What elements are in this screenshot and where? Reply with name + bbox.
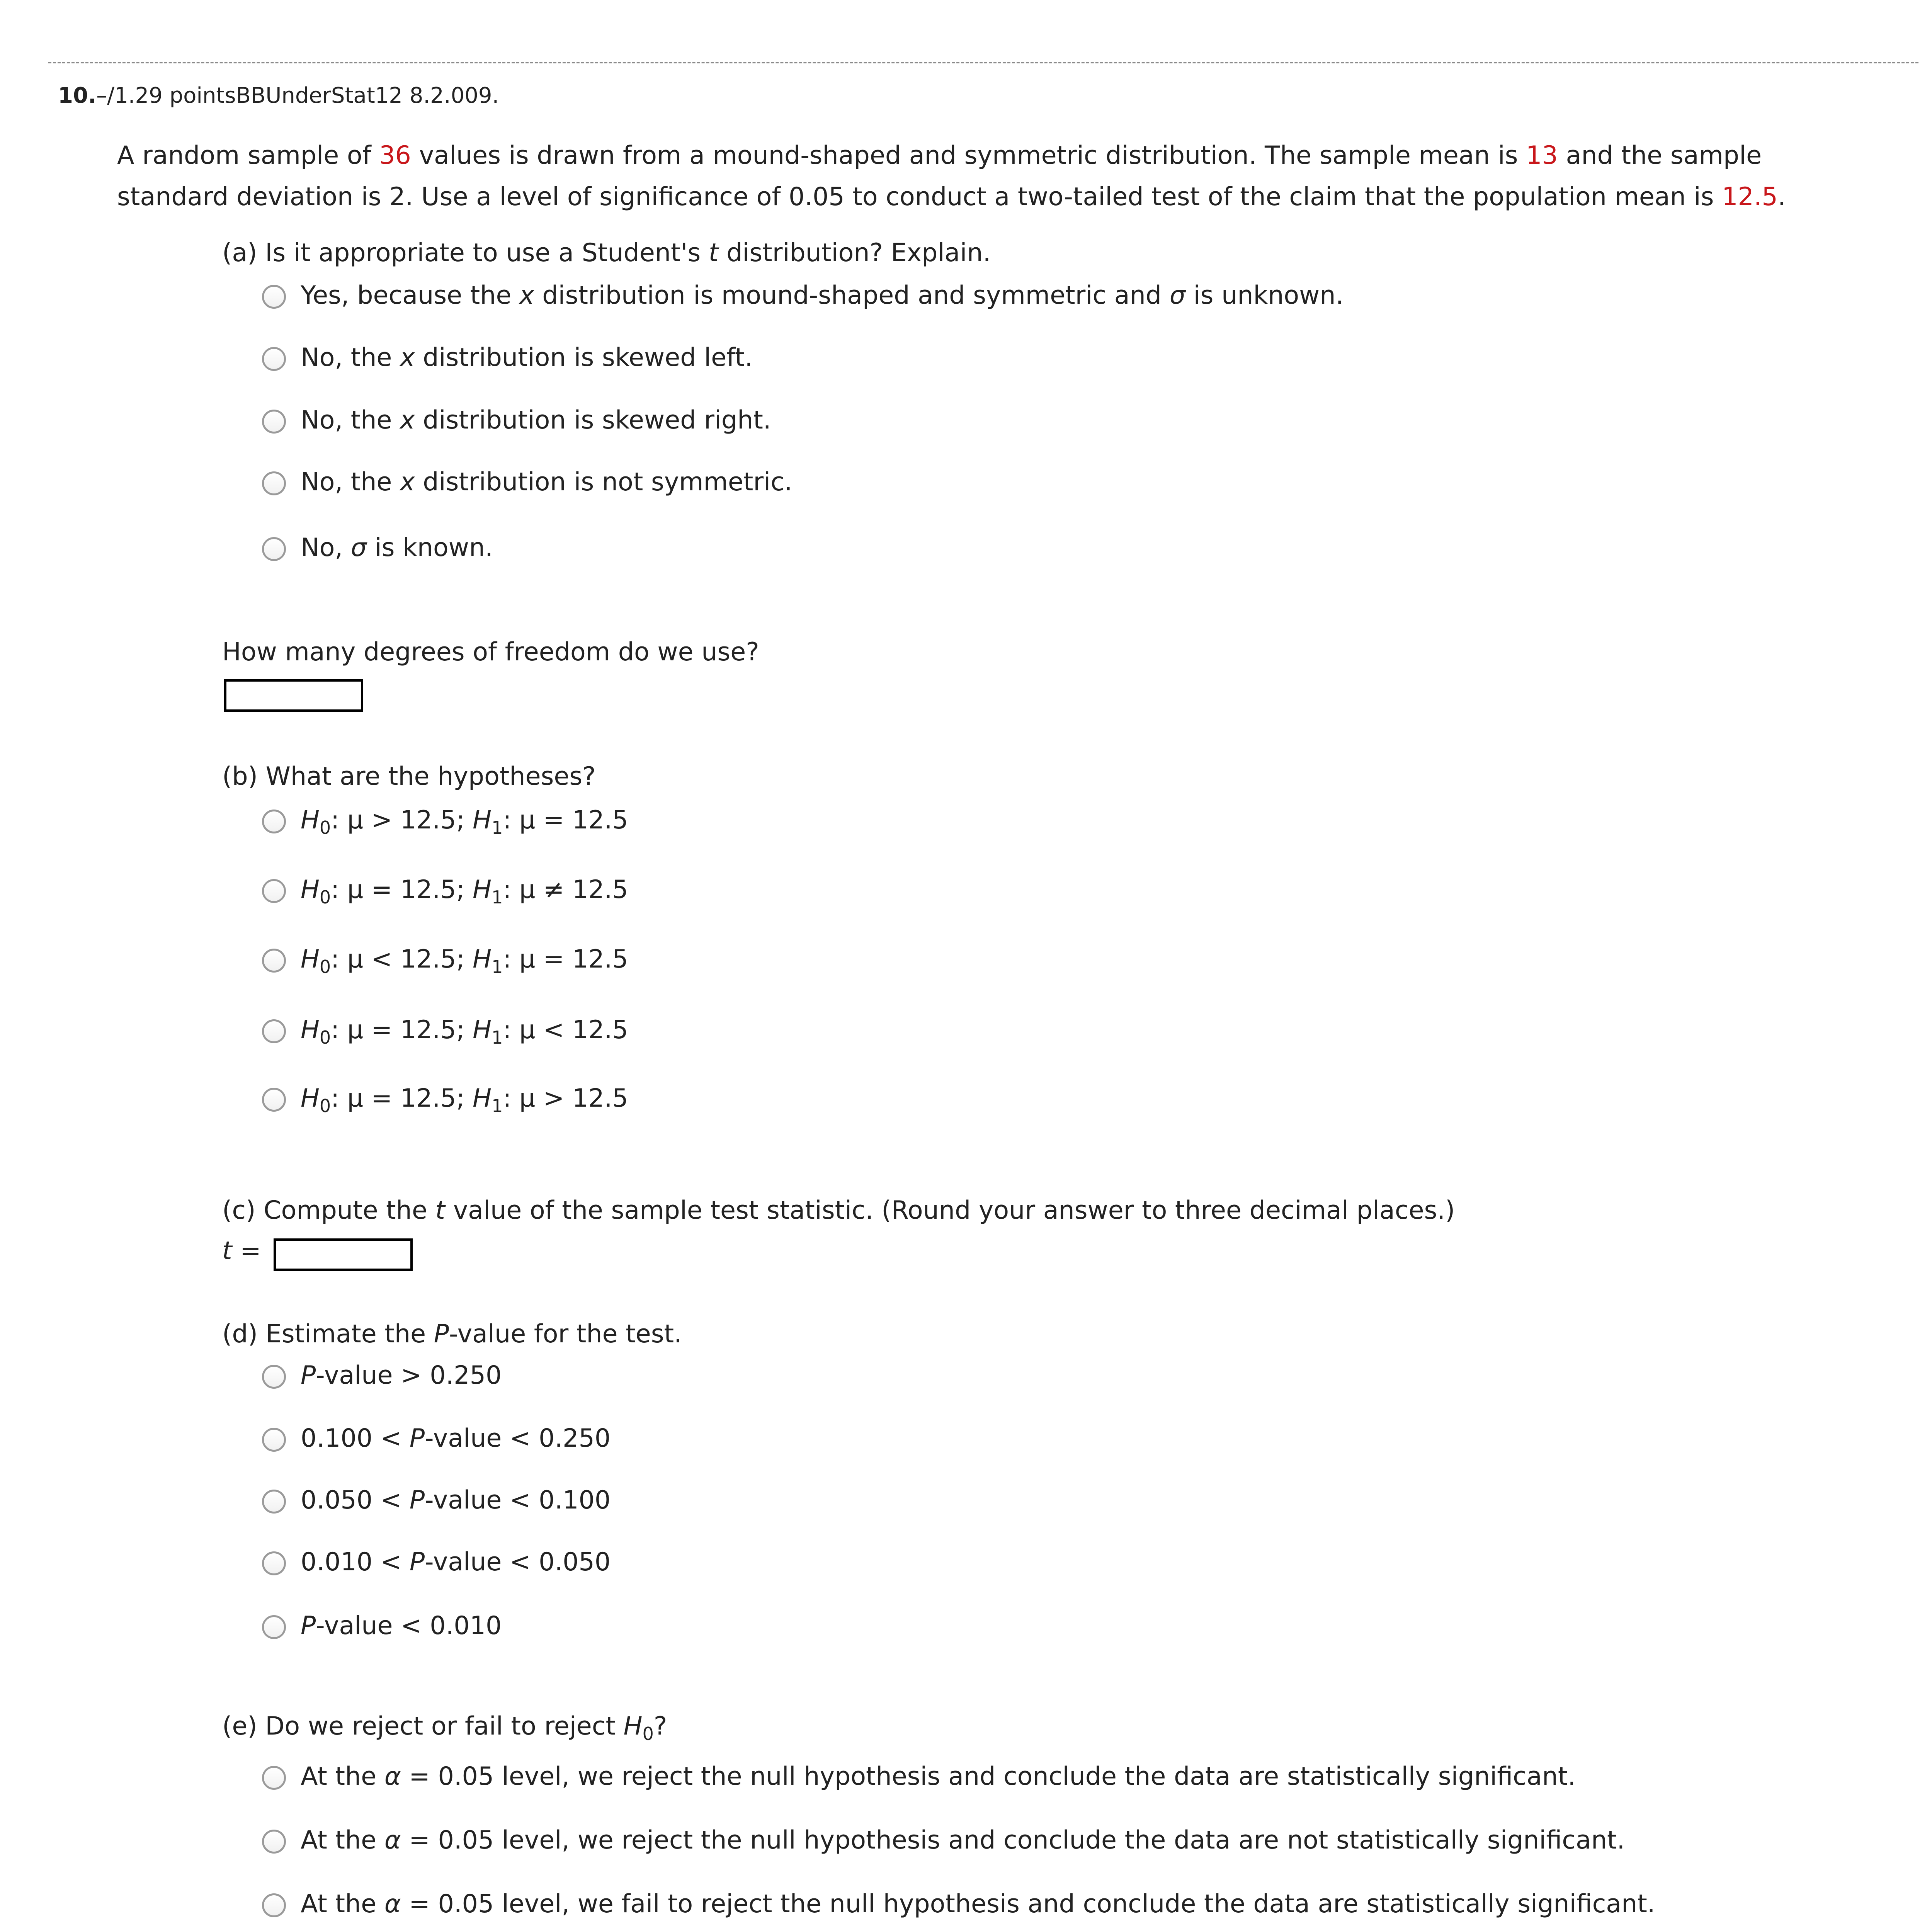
option-text: At the — [301, 1826, 384, 1855]
option-text: No, — [301, 533, 351, 562]
radio-button[interactable] — [262, 1490, 286, 1514]
option-label — [301, 1889, 1655, 1918]
dof-question: How many degrees of freedom do we use? — [222, 638, 759, 667]
h-symbol: H — [473, 1015, 492, 1044]
claimed-mean-value: 12.5 — [1722, 182, 1778, 211]
top-dashed-divider — [48, 62, 1918, 63]
hypothesis-text: : μ < 12.5; — [331, 945, 473, 974]
radio-button[interactable] — [262, 1830, 286, 1854]
h-symbol: H — [301, 945, 320, 974]
p-symbol: P — [301, 1611, 316, 1640]
option-text: -value > 0.250 — [316, 1361, 502, 1390]
radio-button[interactable] — [262, 1893, 286, 1917]
hypothesis-text: : μ = 12.5; — [331, 1015, 473, 1044]
question-text: (a) Is it appropriate to use a Student's — [222, 238, 709, 267]
alpha-symbol: α — [384, 1826, 401, 1855]
part-c-question — [222, 1196, 1455, 1225]
problem-line-1 — [117, 141, 1762, 170]
radio-button[interactable] — [262, 949, 286, 973]
radio-button[interactable] — [262, 1551, 286, 1575]
question-text: ? — [653, 1712, 667, 1741]
option-label — [301, 1762, 1576, 1791]
option-text: = 0.05 level, we reject the null hypothesis and conclude the data are statistically significant. — [401, 1762, 1576, 1791]
h-symbol: H — [301, 806, 320, 835]
option-text: Yes, because the — [301, 281, 520, 310]
x-symbol: x — [519, 281, 534, 310]
part-e-question — [222, 1712, 667, 1744]
radio-button[interactable] — [262, 810, 286, 833]
problem-text: and the sample — [1558, 141, 1762, 170]
subscript: 0 — [319, 1027, 331, 1048]
option-text: is known. — [366, 533, 493, 562]
dof-input[interactable] — [224, 679, 363, 712]
equals-sign: = — [232, 1236, 261, 1265]
t-value-input[interactable] — [274, 1238, 413, 1271]
x-symbol: x — [400, 343, 415, 372]
hypothesis-text: : μ > 12.5 — [503, 1084, 628, 1113]
sigma-symbol: σ — [1169, 281, 1185, 310]
option-label — [301, 281, 1344, 310]
p-symbol: P — [409, 1548, 425, 1577]
h-symbol: H — [473, 1084, 492, 1113]
option-text: distribution is mound-shaped and symmetric and — [534, 281, 1170, 310]
p-symbol: P — [409, 1424, 425, 1453]
option-text: is unknown. — [1185, 281, 1344, 310]
subscript: 0 — [319, 1095, 331, 1116]
question-text: (d) Estimate the — [222, 1320, 434, 1349]
option-label — [301, 1548, 611, 1577]
hypothesis-text: : μ = 12.5; — [331, 1084, 473, 1113]
option-text: distribution is skewed right. — [415, 406, 771, 435]
radio-button[interactable] — [262, 285, 286, 309]
h-symbol: H — [623, 1712, 643, 1741]
part-a-question — [222, 238, 991, 267]
option-label — [301, 406, 771, 435]
sample-size-value: 36 — [379, 141, 411, 170]
problem-text: standard deviation is 2. Use a level of significance of 0.05 to conduct a two-tailed test of the claim that the population mean is — [117, 182, 1722, 211]
option-text: No, the — [301, 468, 400, 497]
h-symbol: H — [473, 945, 492, 974]
question-source: BBUnderStat12 8.2.009. — [236, 83, 499, 108]
option-label — [301, 945, 628, 977]
subscript: 1 — [492, 1095, 503, 1116]
subscript: 0 — [319, 817, 331, 838]
option-label — [301, 875, 628, 908]
question-text: (e) Do we reject or fail to reject — [222, 1712, 624, 1741]
radio-button[interactable] — [262, 1088, 286, 1112]
option-text: No, the — [301, 343, 400, 372]
h-symbol: H — [473, 806, 492, 835]
radio-button[interactable] — [262, 1766, 286, 1790]
alpha-symbol: α — [384, 1889, 401, 1918]
option-text: No, the — [301, 406, 400, 435]
subscript: 0 — [319, 956, 331, 977]
option-label — [301, 1611, 502, 1640]
p-symbol: P — [434, 1320, 449, 1349]
question-text: value of the sample test statistic. (Round your answer to three decimal places.) — [445, 1196, 1455, 1225]
hypothesis-text: : μ = 12.5 — [503, 806, 628, 835]
subscript: 1 — [492, 956, 503, 977]
option-text: distribution is not symmetric. — [415, 468, 793, 497]
x-symbol: x — [400, 406, 415, 435]
question-number: 10. — [58, 83, 97, 108]
sample-mean-value: 13 — [1526, 141, 1558, 170]
x-symbol: x — [400, 468, 415, 497]
p-symbol: P — [301, 1361, 316, 1390]
radio-button[interactable] — [262, 347, 286, 371]
subscript: 0 — [319, 887, 331, 908]
option-text: 0.010 < — [301, 1548, 410, 1577]
question-text: (c) Compute the — [222, 1196, 435, 1225]
hypothesis-text: : μ = 12.5 — [503, 945, 628, 974]
option-text: 0.100 < — [301, 1424, 410, 1453]
option-label — [301, 1361, 502, 1390]
hypothesis-text: : μ ≠ 12.5 — [503, 875, 628, 904]
hypothesis-text: : μ < 12.5 — [503, 1015, 628, 1044]
subscript: 1 — [492, 1027, 503, 1048]
option-text: At the — [301, 1762, 384, 1791]
t-label — [222, 1236, 261, 1265]
option-label — [301, 806, 628, 838]
radio-button[interactable] — [262, 1428, 286, 1452]
problem-text: A random sample of — [117, 141, 379, 170]
t-symbol: t — [435, 1196, 446, 1225]
option-label — [301, 468, 793, 497]
question-text: distribution? Explain. — [718, 238, 991, 267]
radio-button[interactable] — [262, 1365, 286, 1389]
part-d-question — [222, 1320, 682, 1349]
radio-button[interactable] — [262, 471, 286, 495]
hypothesis-text: : μ = 12.5; — [331, 875, 473, 904]
sigma-symbol: σ — [350, 533, 367, 562]
question-header — [58, 83, 499, 108]
t-symbol: t — [708, 238, 719, 267]
radio-button[interactable] — [262, 1615, 286, 1639]
radio-button[interactable] — [262, 879, 286, 903]
h-symbol: H — [301, 1084, 320, 1113]
subscript: 1 — [492, 817, 503, 838]
option-text: At the — [301, 1889, 384, 1918]
option-text: distribution is skewed left. — [415, 343, 753, 372]
option-text: = 0.05 level, we fail to reject the null hypothesis and conclude the data are statistically significant. — [401, 1889, 1655, 1918]
option-text: -value < 0.100 — [425, 1486, 611, 1515]
option-label — [301, 1084, 628, 1116]
option-text: -value < 0.050 — [425, 1548, 611, 1577]
h-symbol: H — [301, 875, 320, 904]
problem-text: values is drawn from a mound-shaped and symmetric distribution. The sample mean is — [411, 141, 1526, 170]
radio-button[interactable] — [262, 537, 286, 561]
t-symbol: t — [222, 1236, 232, 1265]
h-symbol: H — [301, 1015, 320, 1044]
option-label — [301, 1486, 611, 1515]
option-label — [301, 1015, 628, 1048]
part-b-question: (b) What are the hypotheses? — [222, 762, 596, 791]
option-label — [301, 533, 493, 562]
question-text: -value for the test. — [449, 1320, 682, 1349]
hypothesis-text: : μ > 12.5; — [331, 806, 473, 835]
subscript: 1 — [492, 887, 503, 908]
alpha-symbol: α — [384, 1762, 401, 1791]
radio-button[interactable] — [262, 1019, 286, 1043]
problem-line-2 — [117, 182, 1786, 211]
radio-button[interactable] — [262, 410, 286, 434]
option-text: = 0.05 level, we reject the null hypothesis and conclude the data are not statistically significant. — [401, 1826, 1625, 1855]
problem-text: . — [1777, 182, 1786, 211]
option-text: 0.050 < — [301, 1486, 410, 1515]
option-label — [301, 1424, 611, 1453]
option-text: -value < 0.010 — [316, 1611, 502, 1640]
h-symbol: H — [473, 875, 492, 904]
p-symbol: P — [409, 1486, 425, 1515]
option-text: -value < 0.250 — [425, 1424, 611, 1453]
question-points: –/1.29 points — [96, 83, 236, 108]
option-label — [301, 343, 753, 372]
subscript: 0 — [642, 1723, 654, 1744]
option-label — [301, 1826, 1625, 1855]
